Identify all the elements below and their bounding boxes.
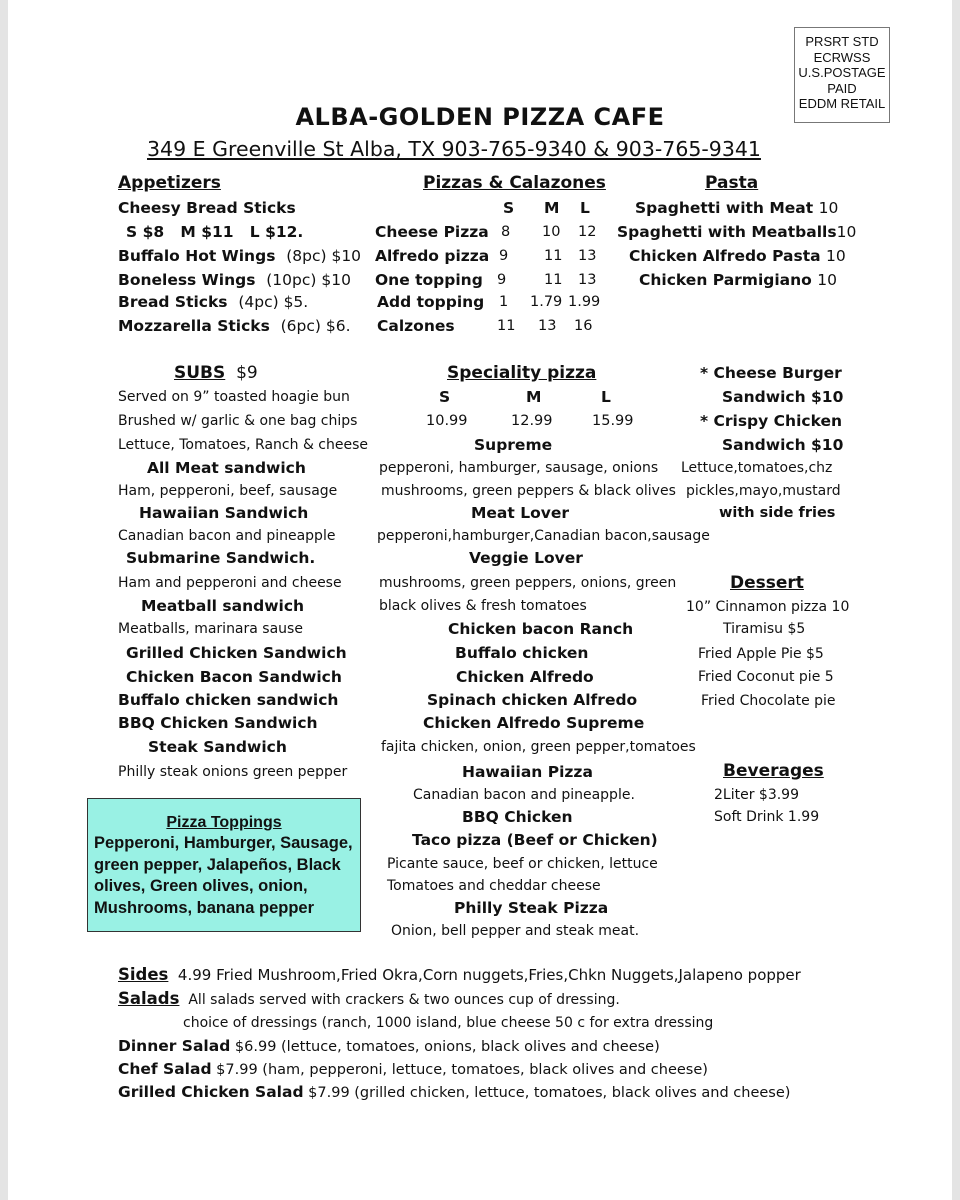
pizza-price-s: 9 bbox=[497, 272, 507, 288]
sub-description: Meatballs, marinara sause bbox=[118, 621, 303, 637]
salad-item: Dinner Salad $6.99 (lettuce, tomatoes, onions, black olives and cheese) bbox=[118, 1037, 660, 1055]
pizza-price-m: 1.79 bbox=[530, 294, 563, 310]
pizza-name: Calzones bbox=[377, 317, 455, 335]
burger-line: * Crispy Chicken bbox=[700, 412, 843, 430]
specialty-description: Picante sauce, beef or chicken, lettuce bbox=[387, 856, 658, 872]
burger-description: Lettuce,tomatoes,chz bbox=[681, 460, 833, 476]
beverage-item: Soft Drink 1.99 bbox=[714, 809, 820, 825]
specialty-name: BBQ Chicken bbox=[462, 808, 573, 826]
appetizer-item: Buffalo Hot Wings (8pc) $10 bbox=[118, 247, 362, 265]
subs-description: Served on 9” toasted hoagie bun bbox=[118, 389, 350, 405]
pizza-name: Alfredo pizza bbox=[375, 247, 490, 265]
dessert-item: Fried Chocolate pie bbox=[701, 693, 836, 709]
pizza-price-s: 8 bbox=[501, 224, 511, 240]
specialty-price: 15.99 bbox=[592, 413, 634, 429]
appetizer-item: Boneless Wings (10pc) $10 bbox=[118, 271, 351, 289]
appetizer-item: Bread Sticks (4pc) $5. bbox=[118, 293, 309, 311]
sub-name: Submarine Sandwich. bbox=[126, 549, 316, 567]
specialty-name: Hawaiian Pizza bbox=[462, 763, 593, 781]
pizza-toppings-box bbox=[87, 798, 361, 932]
sub-name: Buffalo chicken sandwich bbox=[118, 691, 339, 709]
specialty-description: Canadian bacon and pineapple. bbox=[413, 787, 635, 803]
specialty-name: Taco pizza (Beef or Chicken) bbox=[412, 831, 658, 849]
dessert-item: Tiramisu $5 bbox=[723, 621, 806, 637]
sub-name: Chicken Bacon Sandwich bbox=[126, 668, 342, 686]
specialty-description: pepperoni, hamburger, sausage, onions bbox=[379, 460, 659, 476]
size-header: S bbox=[503, 199, 515, 217]
pizza-name: One topping bbox=[375, 271, 483, 289]
pizzas-heading: Pizzas & Calazones bbox=[423, 173, 606, 193]
specialty-description: mushrooms, green peppers, onions, green bbox=[379, 575, 677, 591]
size-header: M bbox=[544, 199, 560, 217]
size-header: L bbox=[601, 388, 611, 406]
salad-dressings: choice of dressings (ranch, 1000 island, blue cheese 50 c for extra dressing bbox=[183, 1015, 714, 1031]
pizza-price-l: 13 bbox=[578, 272, 597, 288]
burger-description: with side fries bbox=[719, 505, 836, 521]
dessert-item: Fried Coconut pie 5 bbox=[698, 669, 834, 685]
toppings-line: Mushrooms, banana pepper bbox=[94, 898, 315, 917]
specialty-name: Meat Lover bbox=[471, 504, 569, 522]
pizza-price-m: 11 bbox=[544, 272, 563, 288]
specialty-name: Supreme bbox=[474, 436, 553, 454]
pasta-item: Chicken Alfredo Pasta 10 bbox=[629, 247, 846, 265]
cheesy-sizes: S $8 M $11 L $12. bbox=[126, 223, 304, 241]
salads-line: Salads All salads served with crackers & two ounces cup of dressing. bbox=[118, 989, 620, 1008]
burger-line: Sandwich $10 bbox=[722, 436, 844, 454]
sub-name: Steak Sandwich bbox=[148, 738, 287, 756]
specialty-name: Buffalo chicken bbox=[455, 644, 589, 662]
subs-description: Lettuce, Tomatoes, Ranch & cheese bbox=[118, 437, 369, 453]
specialty-name: Philly Steak Pizza bbox=[454, 899, 609, 917]
pizza-price-l: 13 bbox=[578, 248, 597, 264]
pasta-item: Spaghetti with Meat 10 bbox=[635, 199, 839, 217]
dessert-item: Fried Apple Pie $5 bbox=[698, 646, 824, 662]
size-header: S bbox=[439, 388, 451, 406]
sub-name: Meatball sandwich bbox=[141, 597, 305, 615]
beverages-heading: Beverages bbox=[723, 761, 824, 781]
toppings-line: olives, Green olives, onion, bbox=[94, 877, 308, 895]
specialty-price: 10.99 bbox=[426, 413, 468, 429]
pasta-item: Chicken Parmigiano 10 bbox=[639, 271, 837, 289]
sub-name: Hawaiian Sandwich bbox=[139, 504, 309, 522]
subs-heading: SUBS $9 bbox=[174, 363, 258, 383]
postage-line: U.S.POSTAGE bbox=[798, 65, 886, 80]
appetizers-heading: Appetizers bbox=[118, 173, 221, 193]
pizza-name: Cheese Pizza bbox=[375, 223, 489, 241]
toppings-line: Pepperoni, Hamburger, Sausage, bbox=[94, 834, 353, 852]
specialty-description: Onion, bell pepper and steak meat. bbox=[391, 923, 640, 939]
specialty-price: 12.99 bbox=[511, 413, 553, 429]
sub-name: Grilled Chicken Sandwich bbox=[126, 644, 347, 662]
dessert-item: 10” Cinnamon pizza 10 bbox=[686, 599, 850, 615]
appetizer-item: Mozzarella Sticks (6pc) $6. bbox=[118, 317, 351, 335]
pizza-price-s: 1 bbox=[499, 294, 509, 310]
pasta-item: Spaghetti with Meatballs10 bbox=[617, 223, 857, 241]
dessert-heading: Dessert bbox=[730, 573, 804, 593]
pizza-name: Add topping bbox=[377, 293, 485, 311]
specialty-description: fajita chicken, onion, green pepper,tomatoes bbox=[381, 739, 696, 755]
sub-name: BBQ Chicken Sandwich bbox=[118, 714, 318, 732]
pizza-price-l: 12 bbox=[578, 224, 597, 240]
pizza-price-s: 9 bbox=[499, 248, 509, 264]
pizza-price-l: 16 bbox=[574, 318, 593, 334]
specialty-description: pepperoni,hamburger,Canadian bacon,sausage bbox=[377, 528, 710, 544]
burger-description: pickles,mayo,mustard bbox=[686, 483, 841, 499]
size-header: L bbox=[580, 199, 590, 217]
specialty-name: Spinach chicken Alfredo bbox=[427, 691, 638, 709]
specialty-description: mushrooms, green peppers & black olives bbox=[381, 483, 676, 499]
toppings-line: green pepper, Jalapeños, Black bbox=[94, 855, 341, 874]
sub-description: Canadian bacon and pineapple bbox=[118, 528, 336, 544]
salad-item: Chef Salad $7.99 (ham, pepperoni, lettuce, tomatoes, black olives and cheese) bbox=[118, 1060, 708, 1078]
specialty-name: Chicken Alfredo bbox=[456, 668, 594, 686]
postage-line: ECRWSS bbox=[813, 49, 871, 65]
burger-line: * Cheese Burger bbox=[700, 364, 842, 382]
sub-name: All Meat sandwich bbox=[147, 459, 306, 477]
postage-line: EDDM RETAIL bbox=[798, 96, 886, 111]
salad-item: Grilled Chicken Salad $7.99 (grilled chicken, lettuce, tomatoes, black olives and cheese) bbox=[118, 1083, 791, 1101]
specialty-description: Tomatoes and cheddar cheese bbox=[387, 878, 601, 894]
restaurant-title: ALBA-GOLDEN PIZZA CAFE bbox=[295, 103, 665, 131]
restaurant-address: 349 E Greenville St Alba, TX 903-765-9340 & 903-765-9341 bbox=[147, 137, 761, 161]
sub-description: Philly steak onions green pepper bbox=[118, 764, 348, 780]
specialty-name: Veggie Lover bbox=[469, 549, 583, 567]
pasta-heading: Pasta bbox=[705, 173, 759, 193]
pizza-price-m: 11 bbox=[544, 248, 563, 264]
specialty-description: black olives & fresh tomatoes bbox=[379, 598, 587, 614]
menu-page bbox=[8, 0, 952, 1200]
beverage-item: 2Liter $3.99 bbox=[714, 787, 799, 803]
specialty-heading: Speciality pizza bbox=[447, 363, 597, 383]
sub-description: Ham, pepperoni, beef, sausage bbox=[118, 483, 338, 499]
appetizer-name: Cheesy Bread Sticks bbox=[118, 199, 296, 217]
specialty-name: Chicken bacon Ranch bbox=[448, 620, 634, 638]
toppings-heading: Pizza Toppings bbox=[166, 814, 282, 831]
sides-line: Sides 4.99 Fried Mushroom,Fried Okra,Corn nuggets,Fries,Chkn Nuggets,Jalapeno popper bbox=[118, 965, 801, 984]
pizza-price-s: 11 bbox=[497, 318, 516, 334]
specialty-name: Chicken Alfredo Supreme bbox=[423, 714, 645, 732]
sub-description: Ham and pepperoni and cheese bbox=[118, 575, 342, 591]
subs-description: Brushed w/ garlic & one bag chips bbox=[118, 413, 358, 429]
pizza-price-l: 1.99 bbox=[568, 294, 601, 310]
postage-line: PRSRT STD bbox=[805, 34, 879, 49]
size-header: M bbox=[526, 388, 542, 406]
pizza-price-m: 13 bbox=[538, 318, 557, 334]
postage-line: PAID bbox=[827, 80, 857, 96]
pizza-price-m: 10 bbox=[542, 224, 561, 240]
burger-line: Sandwich $10 bbox=[722, 388, 844, 406]
